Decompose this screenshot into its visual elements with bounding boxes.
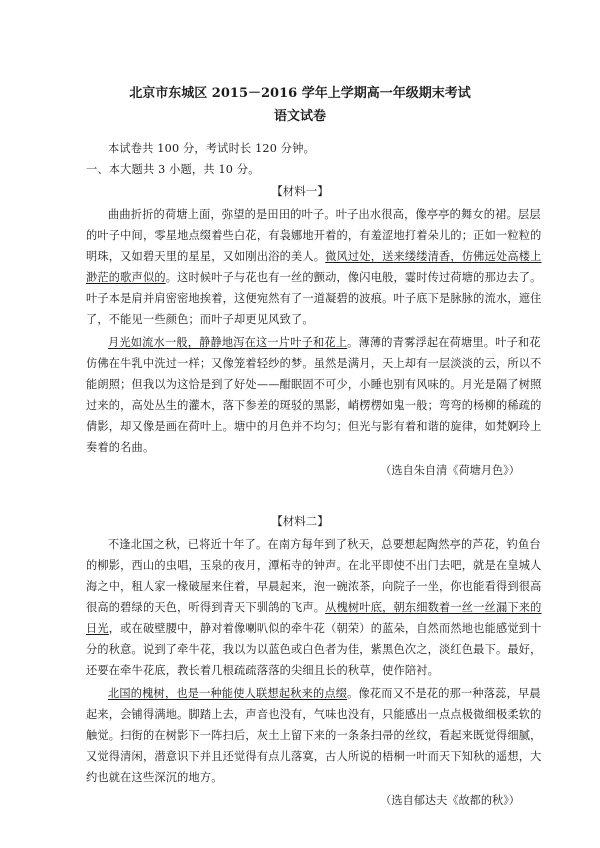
exam-title: 北京市东城区 2015－2016 学年上学期高一年级期末考试 [129, 86, 471, 101]
passage-line: 曲曲折折的荷塘上面，弥望的是田田的叶子。叶子出水很高，像亭亭的舞女的裙。层层 [108, 208, 541, 221]
passage-line: 倩影，却又像是画在荷叶上。塘中的月色并不均匀；但光与影有着和谐的旋律，如梵婀玲上 [86, 420, 542, 433]
exam-subtitle: 语文试卷 [273, 109, 326, 124]
passage-line: 能朗照；但我以为这恰是到了好处——酣眠固不可少，小睡也别有风味的。月光是隔了树照 [86, 378, 542, 391]
passage-line: 叶子本是肩并肩密密地挨着，这便宛然有了一道凝碧的波痕。叶子底下是脉脉的流水，遮住 [86, 292, 542, 305]
passage-line: 月光如流水一般，静静地泻在这一片叶子和花上。薄薄的青雾浮起在荷塘里。叶子和花 [108, 336, 541, 349]
passage-line: 不逢北国之秋，已将近十年了。在南方每年到了秋天，总要想起陶然亭的芦花，钓鱼台 [108, 538, 541, 551]
passage-line: 了，不能见一些颜色；而叶子却更见风致了。 [86, 313, 314, 326]
passage-line: 明珠，又如碧天里的星星，又如刚出浴的美人。微风过处，送来缕缕清香，仿佛远处高楼上 [86, 250, 542, 263]
material-1-heading: 【材料一】 [271, 184, 329, 198]
underlined-phrase: 渺茫的歌声似的 [86, 271, 166, 284]
underlined-phrase: 月光如流水一般，静静地泻在这一片叶子和花上 [108, 336, 348, 349]
material-2-source: （选自郁达夫《故都的秋》） [380, 794, 520, 807]
section-heading: 一、本大题共 3 小题，共 10 分。 [86, 163, 260, 176]
passage-line: 分的秋意。说到了牵牛花，我以为以蓝色或白色者为佳，紫黑色次之，淡红色最下。最好， [86, 643, 542, 656]
exam-note: 本试卷共 100 分，考试时长 120 分钟。 [108, 142, 315, 155]
underlined-phrase: 日光 [86, 622, 109, 635]
passage-line: 起来，会铺得满地。脚踏上去，声音也没有，气味也没有，只能感出一点点极微细极柔软的 [86, 708, 542, 721]
passage-line: 过来的，高处丛生的灌木，落下参差的斑驳的黑影，峭楞楞如鬼一般；弯弯的杨柳的稀疏的 [86, 399, 542, 412]
passage-line: 北国的槐树，也是一种能使人联想起秋来的点缀。像花而又不是花的那一种落蕊，早晨 [108, 687, 541, 700]
passage-line: 渺茫的歌声似的。这时候叶子与花也有一丝的颤动，像闪电般，霎时传过荷塘的那边去了。 [86, 271, 542, 284]
material-2-heading: 【材料二】 [271, 514, 329, 528]
underlined-phrase: 从槐树叶底，朝东细数着一丝一丝漏下来的 [325, 601, 542, 614]
passage-line: 约也就在这些深沉的地方。 [86, 771, 223, 784]
passage-line: 海之中，租人家一椽破屋来住着，早晨起来，泡一碗浓茶，向院子一坐，你也能看得到很高 [86, 580, 542, 593]
underlined-phrase: 北国的槐树，也是一种能使人联想起秋来的点缀 [108, 687, 348, 700]
passage-line: 仿佛在牛乳中洗过一样；又像笼着轻纱的梦。虽然是满月，天上却有一层淡淡的云，所以不 [86, 357, 542, 370]
passage-line: 日光，或在破壁腰中，静对着像喇叭似的牵牛花（朝荣）的蓝朵，自然而然地也能感觉到十 [86, 622, 542, 635]
material-1-source: （选自朱自清《荷塘月色》） [380, 464, 520, 477]
passage-line: 的柳影，西山的虫唱，玉泉的夜月，潭柘寺的钟声。在北平即使不出门去吧，就是在皇城人 [86, 559, 542, 572]
passage-line: 还要在牵牛花底，教长着几根疏疏落落的尖细且长的秋草，使作陪衬。 [86, 664, 440, 677]
passage-line: 的叶子中间，零星地点缀着些白花，有袅娜地开着的，有羞涩地打着朵儿的；正如一粒粒的 [86, 229, 542, 242]
passage-line: 很高的碧绿的天色，听得到青天下驯鸽的飞声。从槐树叶底，朝东细数着一丝一丝漏下来的 [86, 601, 542, 614]
passage-line: 奏着的名曲。 [86, 441, 155, 454]
underlined-phrase: 微风过处，送来缕缕清香，仿佛远处高楼上 [325, 250, 542, 263]
passage-line: 又觉得清闲，潜意识下并且还觉得有点儿落寞，古人所说的梧桐一叶而天下知秋的遥想，大 [86, 750, 542, 763]
passage-line: 触觉。扫街的在树影下一阵扫后，灰土上留下来的一条条扫帚的丝纹，看起来既觉得细腻， [86, 729, 542, 742]
